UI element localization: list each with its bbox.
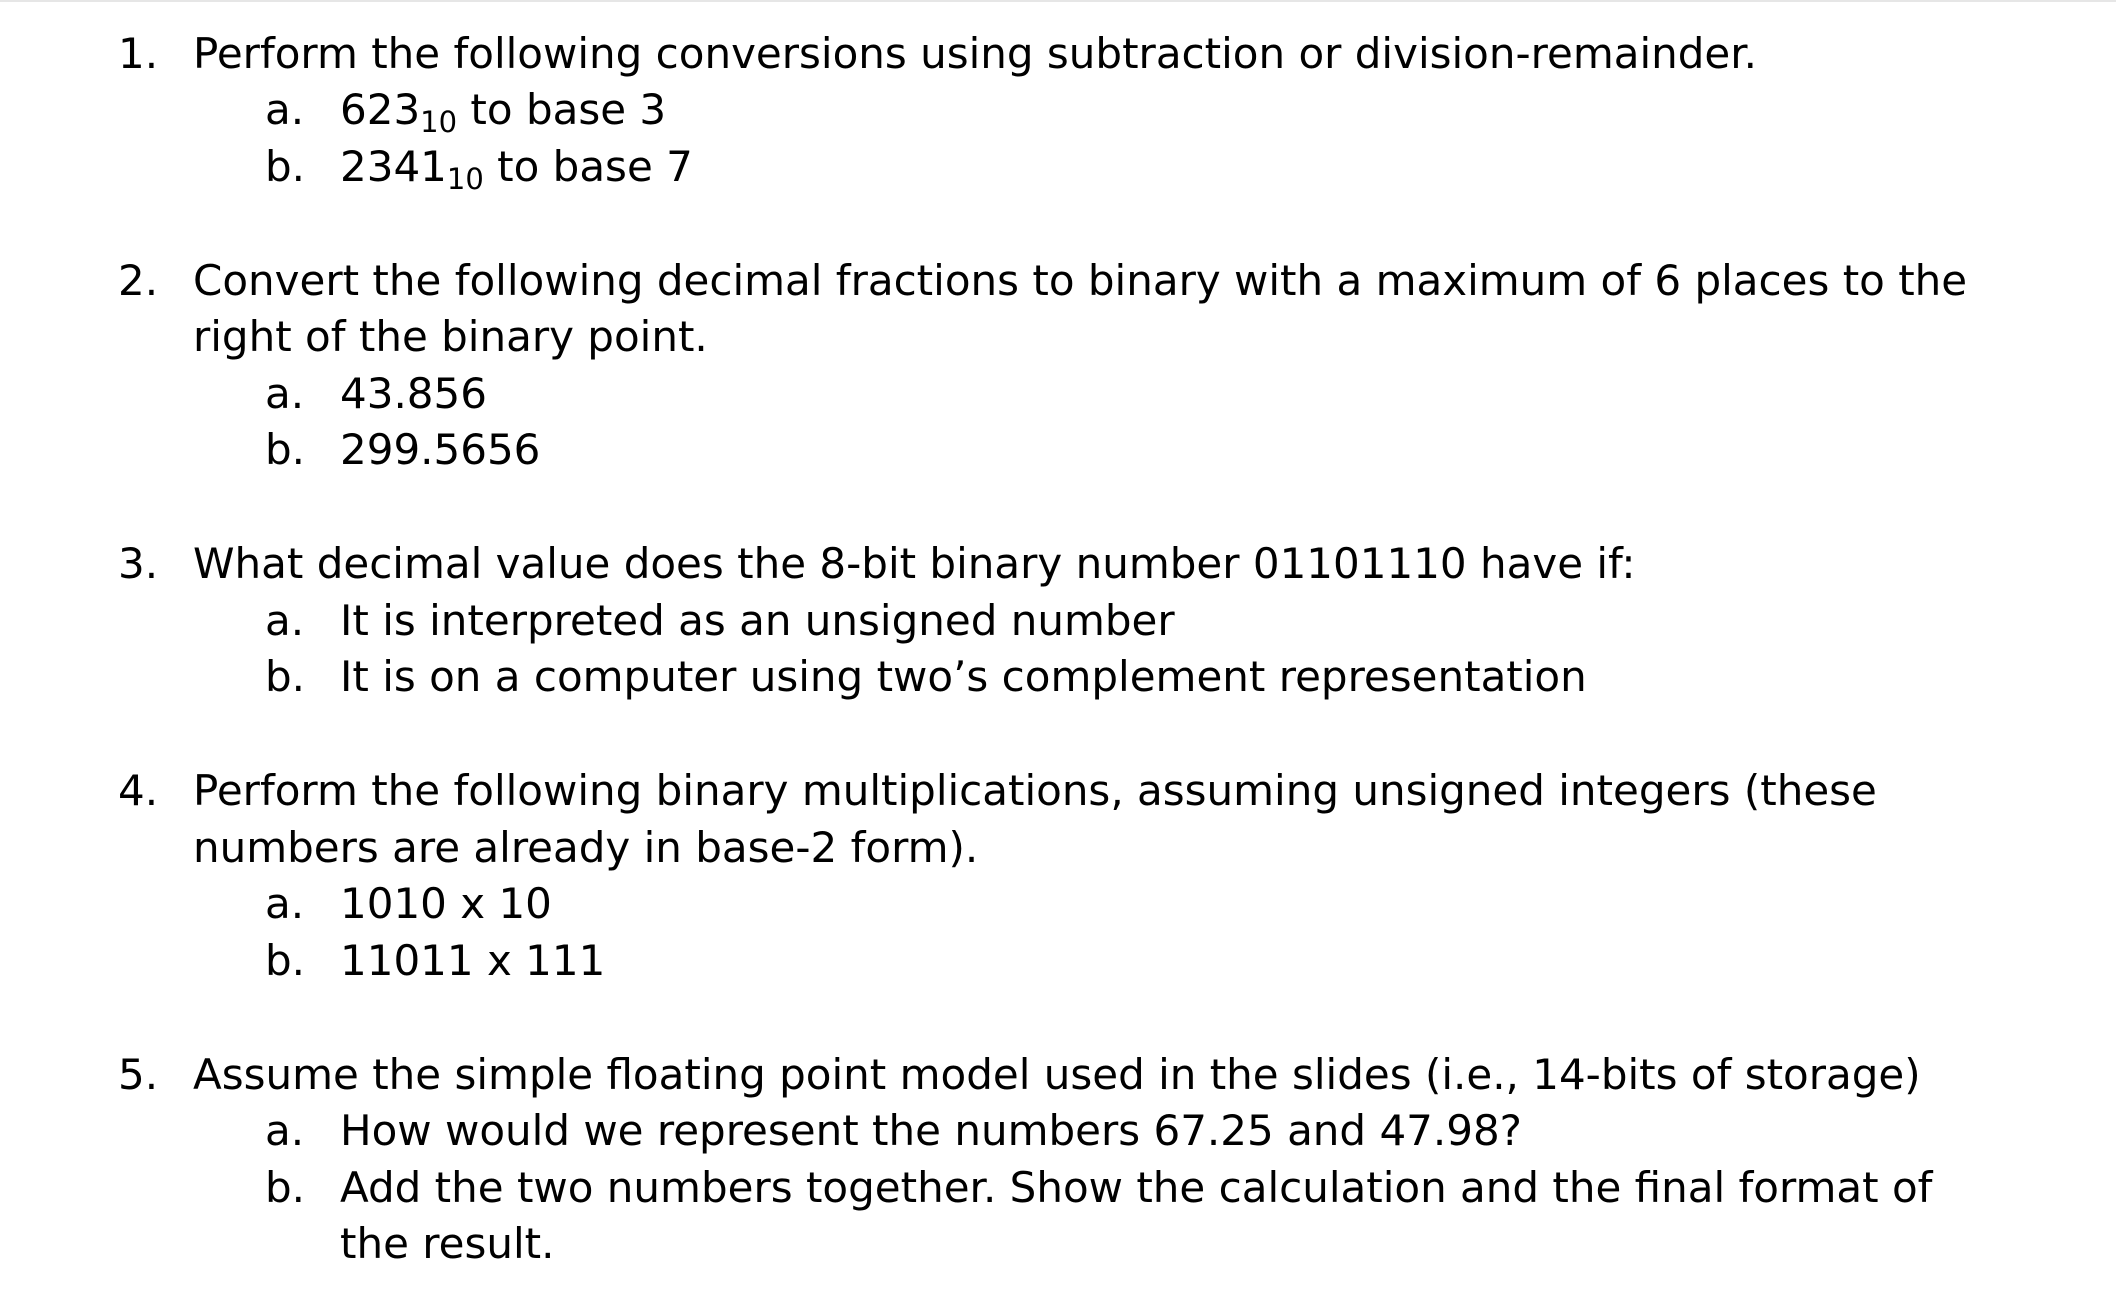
part-label: a. — [265, 879, 305, 928]
part-text: 299.5656 — [340, 425, 541, 474]
number-value: 2341 — [340, 142, 447, 191]
base-subscript: 10 — [420, 105, 458, 139]
part-label: a. — [265, 85, 305, 134]
part-label: a. — [265, 1106, 305, 1155]
question-number: 1. — [118, 29, 159, 78]
part-rest: to base 7 — [483, 142, 693, 191]
part-label: b. — [265, 652, 306, 701]
part-text-continued: the result. — [340, 1219, 555, 1268]
question-text: Perform the following binary multiplications, assuming unsigned integers (these — [193, 766, 1877, 815]
number-value: 623 — [340, 85, 421, 134]
part-label: a. — [265, 596, 305, 645]
part-label: b. — [265, 936, 306, 985]
part-label: a. — [265, 369, 305, 418]
question-text: What decimal value does the 8-bit binary number 01101110 have if: — [193, 539, 1636, 588]
part-text: How would we represent the numbers 67.25 and 47.98? — [340, 1106, 1522, 1155]
part-text: 11011 x 111 — [340, 936, 606, 985]
question-text: Convert the following decimal fractions to binary with a maximum of 6 places to the — [193, 256, 1968, 305]
part-label: b. — [265, 142, 306, 191]
part-text: It is on a computer using two’s complement representation — [340, 652, 1587, 701]
part-text: It is interpreted as an unsigned number — [340, 596, 1175, 645]
question-text: Perform the following conversions using subtraction or division-remainder. — [193, 29, 1758, 78]
question-text: Assume the simple floating point model used in the slides (i.e., 14-bits of storage) — [193, 1050, 1921, 1099]
part-rest: to base 3 — [457, 85, 667, 134]
question-number: 3. — [118, 539, 159, 588]
part-text: Add the two numbers together. Show the calculation and the final format of — [340, 1163, 1933, 1212]
question-number: 4. — [118, 766, 159, 815]
question-text-continued: right of the binary point. — [193, 312, 708, 361]
part-text — [340, 82, 666, 142]
question-number: 2. — [118, 256, 159, 305]
question-text-continued: numbers are already in base-2 form). — [193, 823, 979, 872]
question-number: 5. — [118, 1050, 159, 1099]
part-text: 43.856 — [340, 369, 487, 418]
part-text: 1010 x 10 — [340, 879, 552, 928]
part-label: b. — [265, 425, 306, 474]
part-label: b. — [265, 1163, 306, 1212]
base-subscript: 10 — [446, 162, 484, 196]
part-text — [340, 139, 693, 199]
